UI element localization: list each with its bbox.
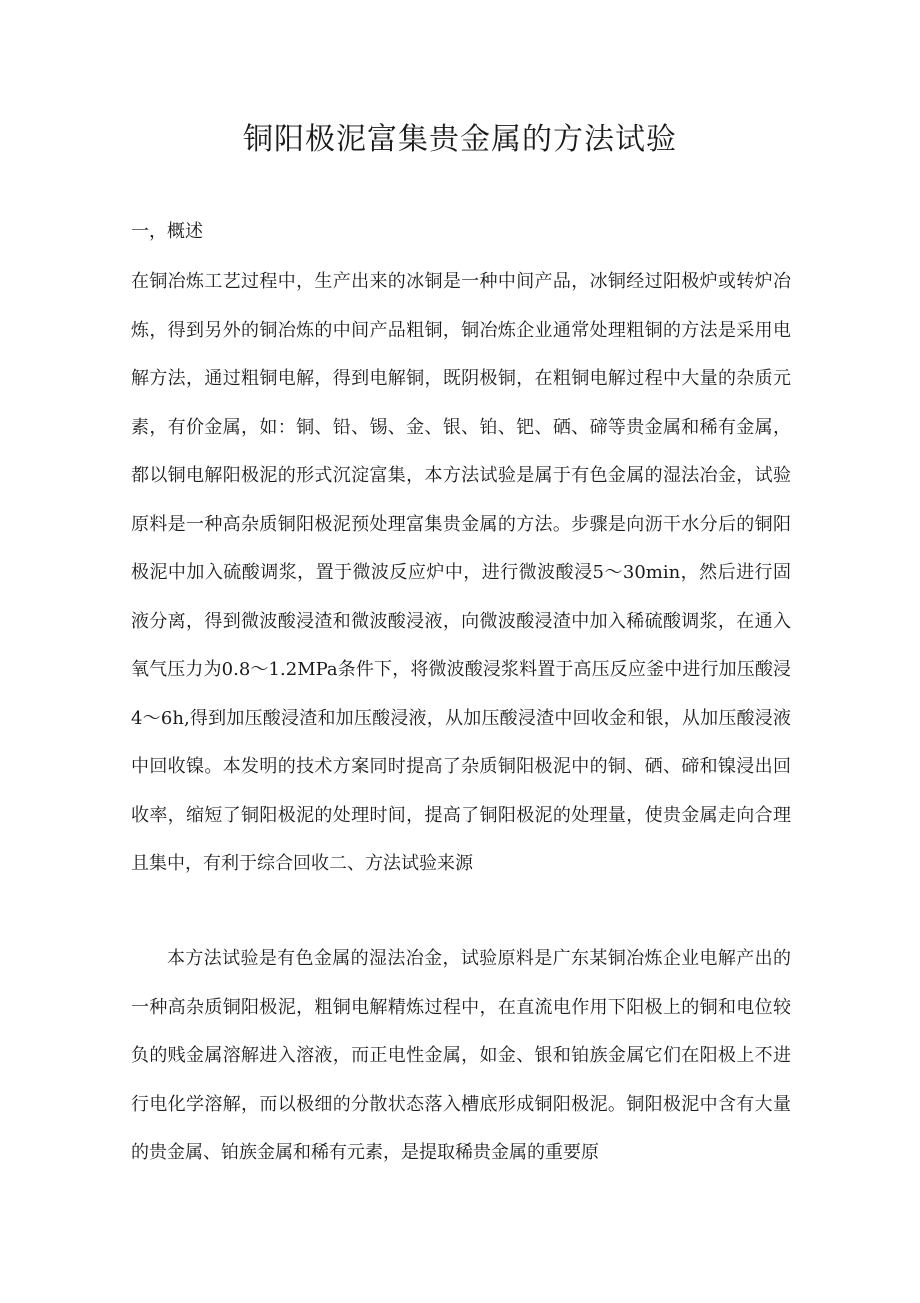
paragraph-method-source: 本方法试验是有色金属的湿法冶金，试验原料是广东某铜冶炼企业电解产出的一种高杂质铜阳极泥，粗铜电解精炼过程中，在直流电作用下阳极上的铜和电位较负的贱金属溶解进入溶液，而正电性金属，如金、银和铂族金属它们在阳极上不进行电化学溶解，而以极细的分散状态落入槽底形成铜阳极泥。铜阳极泥中含有大量的贵金属、铂族金属和稀有元素，是提取稀贵金属的重要原 [131,948,791,1163]
paragraph-overview: 在铜冶炼工艺过程中，生产出来的冰铜是一种中间产品，冰铜经过阳极炉或转炉冶炼，得到另外的铜冶炼的中间产品粗铜，铜冶炼企业通常处理粗铜的方法是采用电解方法，通过粗铜电解，得到电解铜，既阴极铜，在粗铜电解过程中大量的杂质元素，有价金属，如：铜、铅、锡、金、银、铂、钯、硒、碲等贵金属和稀有金属，都以铜电解阳极泥的形式沉淀富集，本方法试验是属于有色金属的湿法冶金，试验原料是一种高杂质铜阳极泥预处理富集贵金属的方法。步骤是向沥干水分后的铜阳极泥中加入硫酸调浆，置于微波反应炉中，进行微波酸浸5〜30min，然后进行固液分离，得到微波酸浸渣和微波酸浸液，向微波酸浸渣中加入稀硫酸调浆，在通入氧气压力为0.8〜1.2MPa条件下，将微波酸浸浆料置于高压反应釜中进行加压酸浸4〜6h,得到加压酸浸渣和加压酸浸液，从加压酸浸渣中回收金和银，从加压酸浸液中回收镍。本发明的技术方案同时提高了杂质铜阳极泥中的铜、硒、碲和镍浸出回收率，缩短了铜阳极泥的处理时间，提高了铜阳极泥的处理量，使贵金属走向合理且集中，有利于综合回收二、方法试验来源 [131,271,791,874]
section-heading-overview: 一，概述 [131,221,203,242]
document-title: 铜阳极泥富集贵金属的方法试验 [243,122,677,157]
